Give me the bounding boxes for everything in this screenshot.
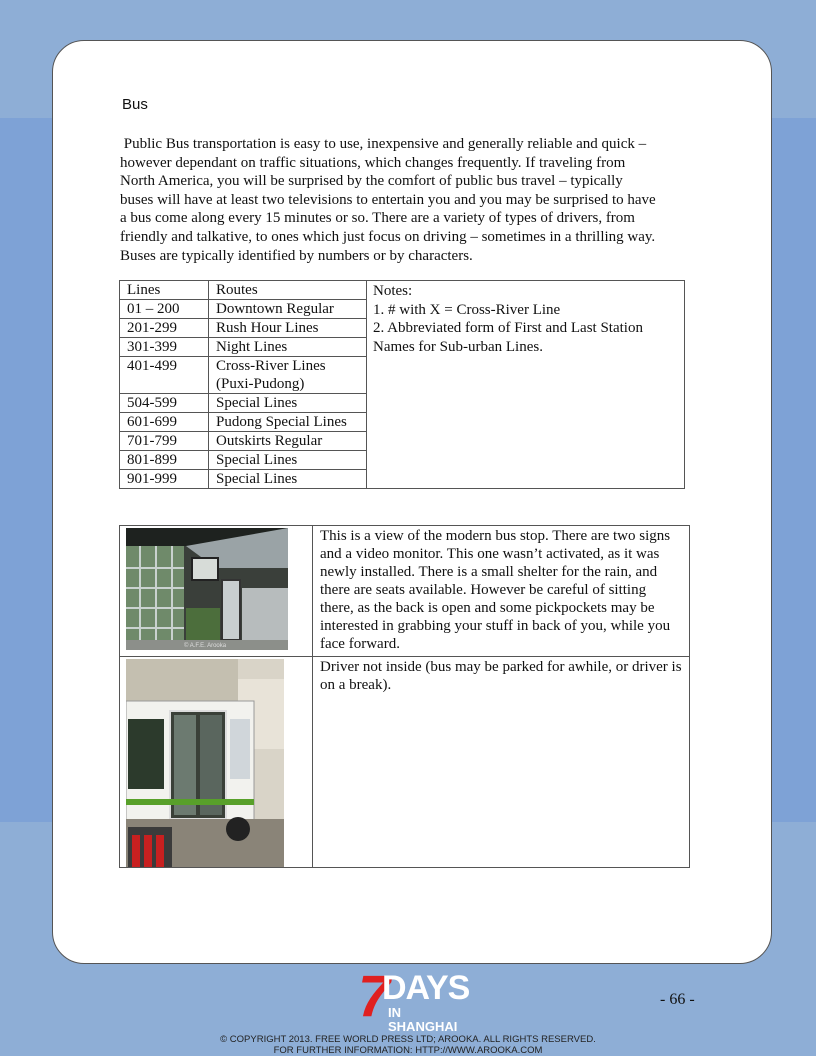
lines-cell: 01 – 200: [120, 300, 209, 319]
page-number: - 66 -: [660, 991, 695, 1008]
table-header-row: [120, 281, 685, 300]
photo-table: [119, 525, 690, 868]
notes-title: Notes:: [373, 283, 413, 299]
lines-cell: 701-799: [120, 432, 209, 451]
section-heading: Bus: [122, 96, 148, 113]
lines-cell: 504-599: [120, 394, 209, 413]
photo-cell: [120, 526, 313, 657]
svg-text:© A.F.E. Arooka: © A.F.E. Arooka: [184, 643, 227, 649]
routes-header: Routes: [209, 281, 367, 300]
note-2: 2. Abbreviated form of First and Last Station Names for Sub-urban Lines.: [373, 320, 643, 355]
routes-cell: Special Lines: [209, 451, 367, 470]
copyright-notice: [0, 1034, 816, 1056]
routes-cell: Special Lines: [209, 394, 367, 413]
bus-door-photo-icon: [126, 659, 284, 867]
routes-cell: Night Lines: [209, 338, 367, 357]
lines-cell: 201-299: [120, 319, 209, 338]
logo-in-shanghai: IN SHANGHAI: [388, 1005, 458, 1034]
lines-cell: 801-899: [120, 451, 209, 470]
routes-cell: Cross-River Lines (Puxi-Pudong): [209, 357, 367, 394]
routes-cell: Outskirts Regular: [209, 432, 367, 451]
note-1: 1. # with X = Cross-River Line: [373, 301, 561, 318]
lines-cell: 401-499: [120, 357, 209, 394]
lines-cell: 301-399: [120, 338, 209, 357]
copyright-line: © COPYRIGHT 2013. FREE WORLD PRESS LTD; AROOKA. ALL RIGHTS RESERVED.: [220, 1034, 596, 1045]
photo-caption: Driver not inside (bus may be parked for awhile, or driver is on a break).: [313, 657, 690, 868]
bus-lines-table: [119, 280, 685, 489]
routes-cell: Rush Hour Lines: [209, 319, 367, 338]
routes-cell: Special Lines: [209, 470, 367, 489]
intro-paragraph: Public Bus transportation is easy to use, inexpensive and generally reliable and quick – however dependant on traffic situations, which changes frequently. If traveling from North America, you will be surprised by the comfort of public bus travel – typically buses will have at least two televisions to entertain you and you may be surprised to have a bus come along every 15 minutes or so. There are a variety of types of drivers, from friendly and talkative, to ones which just focus on driving – sometimes in a thrilling way. Buses are typically identified by numbers or by characters.: [120, 136, 656, 264]
photo-caption: This is a view of the modern bus stop. There are two signs and a video monitor. This one wasn’t activated, as it was newly installed. There is a small shelter for the rain, and there are seats available. However be careful of sitting there, as the back is open and some pickpockets may be interested in grabbing your stuff in back of you, while you face forward.: [313, 526, 690, 657]
copyright-url-line: FOR FURTHER INFORMATION: HTTP://WWW.AROOKA.COM: [273, 1045, 543, 1056]
lines-cell: 601-699: [120, 413, 209, 432]
photo-row: [120, 526, 690, 657]
logo-days: DAYS: [382, 969, 470, 1007]
photo-cell: [120, 657, 313, 868]
lines-header: Lines: [120, 281, 209, 300]
bus-stop-photo-icon: [126, 528, 288, 650]
routes-cell: Pudong Special Lines: [209, 413, 367, 432]
notes-cell: [367, 281, 685, 489]
photo-row: [120, 657, 690, 868]
logo-seven: 7: [358, 964, 391, 1029]
lines-cell: 901-999: [120, 470, 209, 489]
routes-cell: Downtown Regular: [209, 300, 367, 319]
